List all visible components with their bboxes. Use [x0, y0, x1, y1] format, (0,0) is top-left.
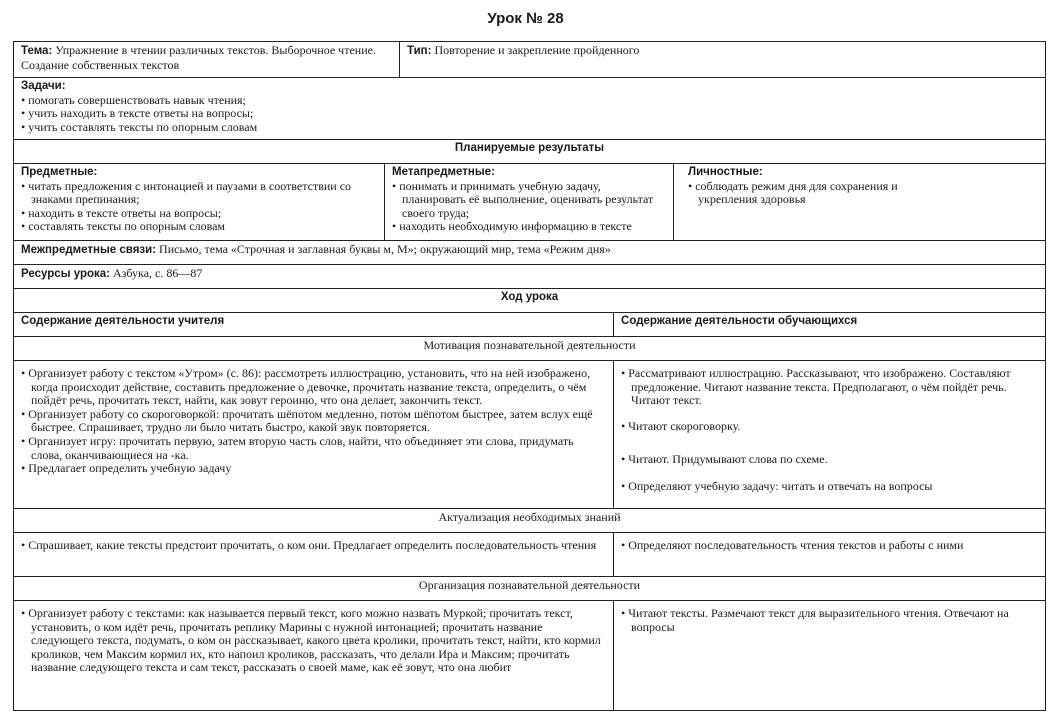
students-activity-item: • Читают. Придумывают слова по схеме.	[621, 453, 1038, 467]
teacher-activity-cell	[14, 533, 614, 577]
students-activity-item: • Рассматривают иллюстрацию. Рассказывают, что изображено. Составляют предложение. Читают название текста. Предполагают, о чём пойдёт речь. Читают текст.	[621, 367, 1038, 408]
personal-result-item: • соблюдать режим дня для сохранения и укрепления здоровья	[688, 180, 958, 207]
students-activity-cell	[614, 361, 1046, 509]
subject-result-item: • читать предложения с интонацией и паузами в соответствии со знаками препинания;	[21, 180, 377, 207]
interdisciplinary-text: Письмо, тема «Строчная и заглавная буквы м, М»; окружающий мир, тема «Режим дня»	[159, 242, 611, 256]
course-header-row	[14, 289, 1046, 313]
subject-results-label: Предметные:	[21, 166, 98, 178]
subject-result-item: • составлять тексты по опорным словам	[21, 220, 377, 234]
task-item: • учить находить в тексте ответы на вопросы;	[21, 107, 1038, 121]
personal-results-cell	[674, 164, 1046, 241]
theme-cell	[14, 42, 400, 78]
meta-results-cell	[385, 164, 674, 241]
students-activity-item: • Читают скороговорку.	[621, 420, 1038, 434]
subject-results-cell	[14, 164, 385, 241]
resources-label: Ресурсы урока:	[21, 268, 110, 280]
teacher-column-header: Содержание деятельности учителя	[14, 313, 614, 337]
subject-result-item: • находить в тексте ответы на вопросы;	[21, 207, 377, 221]
meta-result-item: • понимать и принимать учебную задачу, планировать её выполнение, оценивать результат своего труда;	[392, 180, 666, 221]
stage-title: Актуализация необходимых знаний	[14, 509, 1046, 533]
planned-results-row	[14, 164, 1046, 241]
interdisciplinary-row	[14, 241, 1046, 265]
resources-text: Азбука, с. 86—87	[112, 266, 203, 280]
stage-content-row	[14, 533, 1046, 577]
students-activity-cell	[614, 533, 1046, 577]
teacher-activity-cell	[14, 601, 614, 711]
teacher-activity-item: • Организует работу с текстами: как называется первый текст, кого можно назвать Муркой; прочитать текст, установить, о ком идёт речь, прочитать реплику Марины с нужной интонацией; прочитать название следующего текста, подумать, о ком он рассказывает, какого цвета кролики, прочитать текст, найти, кто кормил кроликов, чем Максим кормил их, кто напоил кроликов, рассказать, что делали Ира и Максим; прочитать название следующего текста и сам текст, рассказать о своей маме, как её зовут, что она любит	[21, 607, 606, 675]
lesson-plan-table	[13, 41, 1046, 711]
students-activity-item: • Читают тексты. Размечают текст для выразительного чтения. Отвечают на вопросы	[621, 607, 1038, 634]
students-activity-item: • Определяют учебную задачу: читать и отвечать на вопросы	[621, 480, 1038, 494]
type-text: Повторение и закрепление пройденного	[434, 43, 640, 57]
stage-title: Мотивация познавательной деятельности	[14, 337, 1046, 361]
stage-title-row	[14, 577, 1046, 601]
spacer	[621, 433, 1038, 453]
students-activity-item: • Определяют последовательность чтения текстов и работы с ними	[621, 539, 1038, 553]
teacher-activity-item: • Организует работу с текстом «Утром» (с. 86): рассмотреть иллюстрацию, установить, что на ней изображено, когда происходит действие, составить предложение о девочке, прочитать название текста, определить, о чём пойдёт речь, прочитать текст, найти, как зовут героиню, что она делает, закончить текст.	[21, 367, 606, 408]
planned-results-header-row	[14, 140, 1046, 164]
spacer	[621, 408, 1038, 420]
stage-title: Организация познавательной деятельности	[14, 577, 1046, 601]
task-item: • учить составлять тексты по опорным словам	[21, 121, 1038, 135]
course-header: Ход урока	[14, 289, 1046, 313]
resources-cell	[14, 265, 1046, 289]
teacher-activity-item: • Предлагает определить учебную задачу	[21, 462, 606, 476]
interdisciplinary-label: Межпредметные связи:	[21, 244, 157, 256]
task-item: • помогать совершенствовать навык чтения;	[21, 94, 1038, 108]
stage-content-row	[14, 361, 1046, 509]
planned-results-header: Планируемые результаты	[14, 140, 1046, 164]
resources-row	[14, 265, 1046, 289]
theme-label: Тема:	[21, 45, 53, 57]
theme-type-row	[14, 42, 1046, 78]
stage-content-row	[14, 601, 1046, 711]
type-label: Тип:	[407, 45, 432, 57]
teacher-activity-item: • Спрашивает, какие тексты предстоит прочитать, о ком они. Предлагает определить последовательность чтения	[21, 539, 606, 553]
type-cell	[400, 42, 1046, 78]
teacher-activity-cell	[14, 361, 614, 509]
meta-result-item: • находить необходимую информацию в тексте	[392, 220, 666, 234]
stage-title-row	[14, 509, 1046, 533]
lesson-title: Урок № 28	[487, 10, 564, 27]
students-activity-cell	[614, 601, 1046, 711]
interdisciplinary-cell	[14, 241, 1046, 265]
meta-results-label: Метапредметные:	[392, 166, 495, 178]
theme-text: Упражнение в чтении различных текстов. Выборочное чтение. Создание собственных текстов	[21, 43, 376, 72]
tasks-cell	[14, 78, 1046, 140]
course-columns-row	[14, 313, 1046, 337]
tasks-label: Задачи:	[21, 80, 66, 92]
students-column-header: Содержание деятельности обучающихся	[614, 313, 1046, 337]
stage-title-row	[14, 337, 1046, 361]
tasks-row	[14, 78, 1046, 140]
teacher-activity-item: • Организует игру: прочитать первую, затем вторую часть слов, найти, что объединяет эти слова, придумать слова, оканчивающиеся на -ка.	[21, 435, 606, 462]
teacher-activity-item: • Организует работу со скороговоркой: прочитать шёпотом медленно, потом шёпотом быстрее, затем вслух ещё быстрее. Спрашивает, трудно ли было читать быстро, какой звук повторяется.	[21, 408, 606, 435]
personal-results-label: Личностные:	[688, 166, 763, 178]
